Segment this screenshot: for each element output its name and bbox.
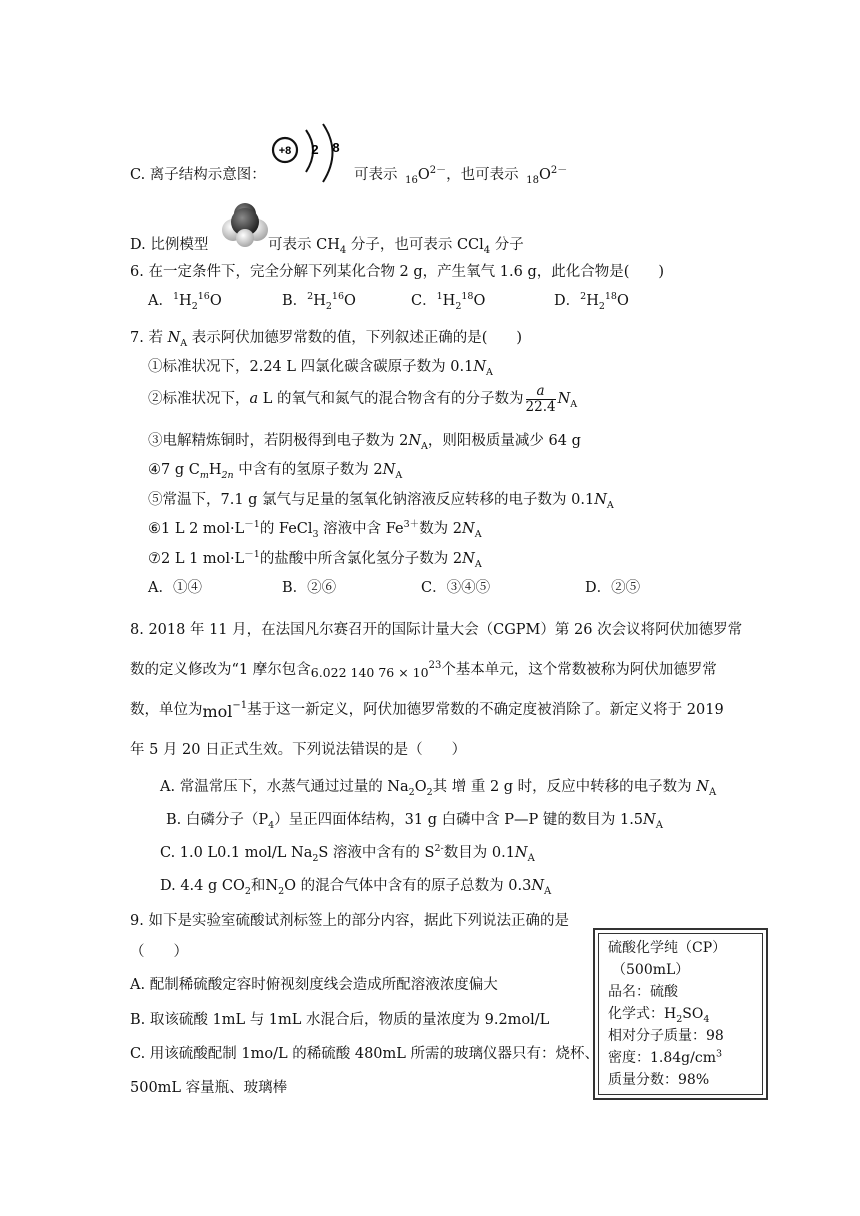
label-formula: 化学式：$H_2SO_4$	[608, 1006, 710, 1025]
space-filling-model	[221, 200, 269, 248]
shell-2-electrons: 8	[332, 140, 340, 155]
q6-choice-a[interactable]: A．$^1H_2^{16}O$	[148, 291, 222, 312]
label-product-name: 品名：硫酸	[608, 984, 678, 1000]
q7-choice-b[interactable]: B．②⑥	[282, 580, 337, 596]
q9-line-2: （ ）	[130, 944, 188, 960]
q7-statement-1: ①标准状况下，2.24 L 四氯化碳含碳原子数为 $0.1N_A$	[148, 359, 493, 378]
reagent-label-box	[593, 928, 768, 1100]
q9-choice-c-line-2[interactable]: 500mL 容量瓶、玻璃棒	[130, 1080, 288, 1096]
q8-choice-a[interactable]: A. 常温常压下，水蒸气通过过量的 $Na_2O_2$其 增 重 2 g 时，反应中转移的电子数为 $N_A$	[160, 779, 717, 798]
q6-stem: 6. 在一定条件下，完全分解下列某化合物 2 g，产生氧气 1.6 g，此化合物是( )	[130, 264, 665, 280]
q7-statement-5: ⑤常温下，7.1 g 氯气与足量的氢氧化钠溶液反应转移的电子数为 $0.1N_A$	[148, 492, 614, 511]
option-c-tail: 可表示 $_{16}O^{2-}$，也可表示 $_{18}O^{2-}$	[354, 165, 568, 186]
q6-choice-d[interactable]: D．$^2H_2^{18}O$	[554, 291, 629, 312]
q8-choice-d[interactable]: D. 4.4 g $CO_2$和$N_2O$ 的混合气体中含有的原子总数为 $0.3N_A$	[160, 878, 552, 897]
q7-stem: 7. 若 $N_A$ 表示阿伏加德罗常数的值，下列叙述正确的是( )	[130, 330, 523, 349]
label-molecular-weight: 相对分子质量：98	[608, 1028, 724, 1044]
q9-choice-a[interactable]: A. 配制稀硫酸定容时俯视刻度线会造成所配溶液浓度偏大	[130, 977, 498, 993]
label-title: 硫酸化学纯（CP）	[608, 940, 727, 956]
q7-choice-a[interactable]: A．①④	[148, 580, 202, 596]
q9-line-1: 9. 如下是实验室硫酸试剂标签上的部分内容，据此下列说法正确的是	[130, 913, 569, 929]
label-volume: （500mL）	[612, 962, 690, 978]
q8-choice-c[interactable]: C. 1.0 L0.1 mol/L $Na_2S$ 溶液中含有的 $S^{2-}$数目为 $0.1N_A$	[160, 843, 535, 864]
q8-line-3: 数，单位为mol$^{-1}$基于这一新定义，阿伏加德罗常数的不确定度被消除了。新定义将于 2019	[130, 700, 724, 721]
shell-arc-2	[323, 124, 333, 182]
q8-choice-b[interactable]: B. 白磷分子$(P_4)$呈正四面体结构，31 g 白磷中含 P—P 键的数目为 $1.5N_A$	[166, 812, 663, 831]
q9-choice-c-line-1[interactable]: C. 用该硫酸配制 1mo/L 的稀硫酸 480mL 所需的玻璃仪器只有：烧杯、	[130, 1046, 600, 1062]
q6-choice-c[interactable]: C．$^1H_2^{18}O$	[411, 291, 486, 312]
label-mass-fraction: 质量分数：98%	[608, 1072, 710, 1088]
option-c-line: C. 离子结构示意图：	[130, 167, 266, 183]
q7-statement-4: ④7 g $C_mH_{2n}$ 中含有的氢原子数为 $2N_A$	[148, 462, 403, 481]
q6-choice-b[interactable]: B．$^2H_2^{16}O$	[282, 291, 356, 312]
shell-1-electrons: 2	[311, 142, 319, 157]
q8-line-2: 数的定义修改为“1 摩尔包含6.022 140 $76 \times 10^{23}$个基本单元，这个常数被称为阿伏加德罗常	[130, 660, 717, 680]
q9-choice-b[interactable]: B. 取该硫酸 1mL 与 1mL 水混合后，物质的量浓度为 9.2mol/L	[130, 1012, 550, 1028]
ion-structure-diagram	[268, 122, 348, 188]
nucleus-charge: +8	[278, 145, 292, 157]
q7-statement-2: ②标准状况下，a L 的氧气和氮气的混合物含有的分子数为 $\frac{a}{22.4}$ $N_A$	[148, 382, 578, 415]
q7-statement-7: ⑦2 L 1 $mol\cdot L^{-1}$的盐酸中所含氯化氢分子数为 $2N_A$	[148, 549, 482, 570]
q7-choice-d[interactable]: D．②⑤	[585, 580, 641, 596]
q7-statement-6: ⑥1 L 2 $mol\cdot L^{-1}$的 FeCl$_3$ 溶液中含 $Fe^{3+}$数为 $2N_A$	[148, 519, 482, 540]
q8-line-1: 8. 2018 年 11 月，在法国凡尔赛召开的国际计量大会（CGPM）第 26 次会议将阿伏加德罗常	[130, 622, 743, 638]
q7-statement-3: ③电解精炼铜时，若阴极得到电子数为 $2N_A$，则阳极质量减少 64 g	[148, 433, 581, 452]
option-d-line: D. 比例模型	[130, 237, 209, 253]
label-density: 密度：$1.84g/cm^3$	[608, 1048, 723, 1066]
fraction-a-over-22-4: $\frac{a}{22.4}$	[525, 382, 556, 415]
q8-line-4: 年 5 月 20 日正式生效。下列说法错误的是（ ）	[130, 742, 467, 758]
q7-choice-c[interactable]: C．③④⑤	[421, 580, 491, 596]
option-d-tail: 可表示 $CH_4$ 分子，也可表示 CCl$_4$ 分子	[268, 237, 524, 256]
